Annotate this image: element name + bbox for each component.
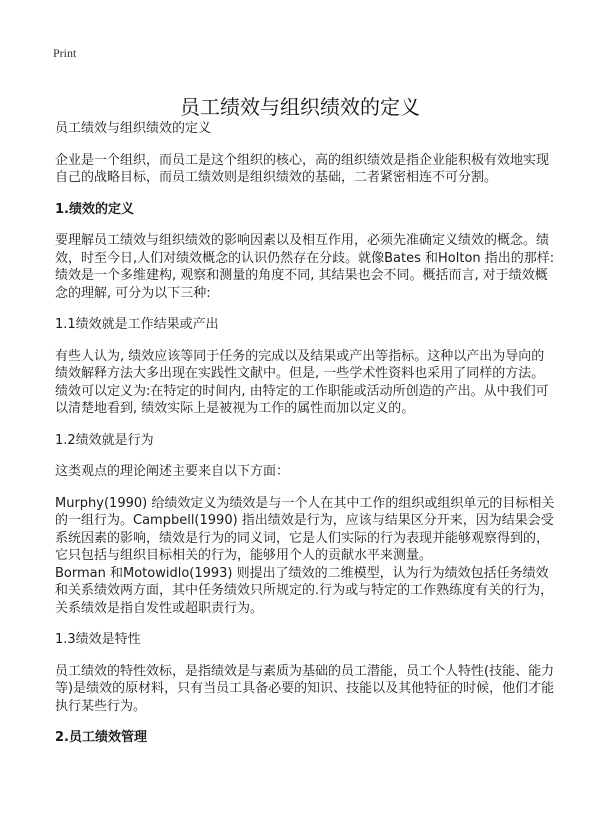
subsection-1-1-paragraph: 有些人认为, 绩效应该等同于任务的完成以及结果或产出等指标。这种以产出为导向的绩效解释方法大多出现在实践性文献中。但是, 一些学术性资料也采用了同样的方法。绩效可以定义为:在特定的时间内, 由特定的工作职能或活动所创造的产出。从中我们可以清楚地看到, 绩效实际上是被视为工作的属性而加以定义的。 <box>55 348 549 416</box>
page-title: 员工绩效与组织绩效的定义 <box>180 95 420 120</box>
section-1-heading: 1.绩效的定义 <box>55 201 134 217</box>
subsection-1-2-heading: 1.2绩效就是行为 <box>55 432 154 448</box>
print-link[interactable]: Print <box>53 46 77 60</box>
intro-paragraph: 企业是一个组织，而员工是这个组织的核心，高的组织绩效是指企业能积极有效地实现自己的战略目标，而员工绩效则是组织绩效的基础，二者紧密相连不可分割。 <box>55 152 550 185</box>
subsection-1-3-heading: 1.3绩效是特性 <box>55 632 141 647</box>
article-subtitle: 员工绩效与组织绩效的定义 <box>55 121 212 136</box>
section-1-paragraph: 要理解员工绩效与组织绩效的影响因素以及相互作用，必须先准确定义绩效的概念。绩效，时至今日,人们对绩效概念的认识仍然存在分歧。就像Bates 和Holton 指出的那样:绩效是一个多维建构, 观察和测量的角度不同, 其结果也会不同。概括而言, 对于绩效概念的理解, 可分为以下三种: <box>55 233 555 301</box>
subsection-1-3-paragraph: 员工绩效的特性效标，是指绩效是与素质为基础的员工潜能，员工个人特性(技能、能力等)是绩效的原材料，只有当员工具备必要的知识、技能以及其他特征的时候，他们才能执行某些行为。 <box>55 663 555 714</box>
subsection-1-2-paragraph-2: Borman 和Motowidlo(1993) 则提出了绩效的二维模型，认为行为绩效包括任务绩效和关系绩效两方面，其中任务绩效只所规定的.行为或与特定的工作熟练度有关的行为，关系绩效是指自发性或超职责行为。 <box>55 565 554 616</box>
subsection-1-1-heading: 1.1绩效就是工作结果或产出 <box>55 317 219 332</box>
subsection-1-2-intro: 这类观点的理论阐述主要来自以下方面： <box>55 464 290 479</box>
section-2-heading: 2.员工绩效管理 <box>55 730 147 745</box>
subsection-1-2-paragraph-1: Murphy(1990) 给绩效定义为绩效是与一个人在其中工作的组织或组织单元的目标相关的一组行为。Campbell(1990) 指出绩效是行为，应该与结果区分开来，因为结果会受系统因素的影响，绩效是行为的同义词，它是人们实际的行为表现并能够观察得到的，它只包括与组织目标相关的行为，能够用个人的贡献水平来测量。 <box>55 495 555 563</box>
article-body <box>55 120 555 761</box>
